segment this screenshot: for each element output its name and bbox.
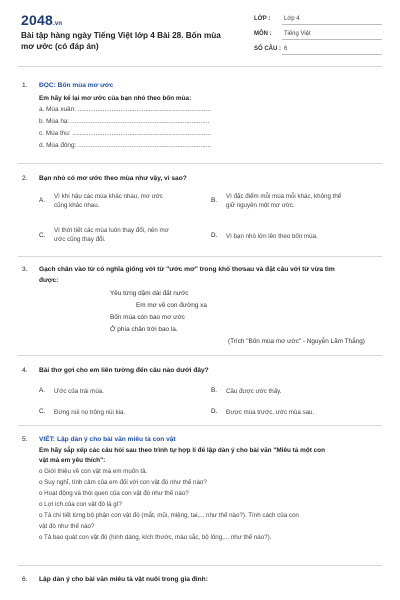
logo-suffix: .vn xyxy=(52,21,63,27)
meta-underline xyxy=(282,24,382,25)
meta-underline xyxy=(282,39,382,40)
section-divider xyxy=(18,256,382,257)
option-b-text[interactable]: Vì đặc điểm mỗi mùa mỗi khác, không thể giữ nguyên một mơ ước. xyxy=(226,193,342,209)
outline-item: o Suy nghĩ, tình cảm của em đối với con vật đó như thế nào? xyxy=(39,479,207,486)
poem-source: (Trích "Bốn mùa mơ ước" - Nguyễn Lãm Thắng) xyxy=(228,338,365,345)
question-title-cont: được: xyxy=(39,277,59,284)
document-title: Bài tập hàng ngày Tiếng Việt lớp 4 Bài 28. Bốn mùa mơ ước (có đáp án) xyxy=(21,31,221,51)
option-d-letter[interactable]: D. xyxy=(211,408,218,415)
question-title: VIẾT: Lập dàn ý cho bài văn miêu tả con vật xyxy=(39,436,176,443)
section-divider xyxy=(18,565,382,566)
outline-item: o Tả chi tiết từng bộ phận con vật đó (mắt, mũi, miệng, tai,... như thế nào?). Tính cách của con xyxy=(39,512,299,519)
answer-line[interactable]: a. Mùa xuân: ........................................................................... xyxy=(39,106,211,113)
option-a-text[interactable]: Ước của trái mùa. xyxy=(54,388,104,395)
question-title: Lập dàn ý cho bài văn miêu tả vật nuôi trong gia đình: xyxy=(39,576,208,583)
count-label: SỐ CÂU : xyxy=(254,46,281,52)
outline-item: o Giới thiệu về con vật mà em muốn tả. xyxy=(39,468,148,475)
option-b-letter[interactable]: B. xyxy=(211,197,218,204)
poem-line: Bốn mùa còn bao mơ ước xyxy=(110,314,185,321)
poem-line: Ở phía chân trời bao la. xyxy=(110,326,178,333)
option-d-letter[interactable]: D. xyxy=(211,232,218,239)
question-number: 1. xyxy=(22,82,28,89)
poem-line: Yêu từng dặm dài đất nước xyxy=(110,290,189,297)
header-divider xyxy=(18,66,382,67)
answer-line[interactable]: c. Mùa thu: .............................................................................. xyxy=(39,130,211,137)
question-number: 2. xyxy=(22,175,28,182)
option-b-letter[interactable]: B. xyxy=(211,387,218,394)
question-prompt: Em hãy sắp xếp các câu hỏi sau theo trình tự hợp lí để lập dàn ý cho bài văn "Miêu tả một con xyxy=(39,447,325,454)
section-divider xyxy=(18,163,382,164)
question-prompt-cont: vật mà em yêu thích": xyxy=(39,457,106,464)
option-c-letter[interactable]: C. xyxy=(39,232,46,239)
option-c-letter[interactable]: C. xyxy=(39,408,46,415)
subject-value: Tiếng Việt xyxy=(284,31,311,37)
site-logo[interactable] xyxy=(21,12,62,28)
question-prompt: Em hãy kể lại mơ ước của bạn nhỏ theo bốn mùa: xyxy=(39,95,192,102)
poem-line: Em mơ về con đường xa xyxy=(136,302,207,309)
class-label: LỚP : xyxy=(254,16,271,22)
answer-line[interactable]: d. Mùa đông: ........................................................................... xyxy=(39,142,212,149)
question-number: 4. xyxy=(22,367,28,374)
section-divider xyxy=(18,425,382,426)
outline-item: o Tả bao quát con vật đó (hình dáng, kích thước, màu sắc, bộ lông,... như thế nào?). xyxy=(39,534,272,541)
outline-item: o Lợi ích của con vật đó là gì? xyxy=(39,501,122,508)
count-value: 6 xyxy=(284,46,288,52)
class-value: Lớp 4 xyxy=(284,16,300,22)
option-d-text[interactable]: Được mùa trước, ước mùa sau. xyxy=(226,409,315,416)
option-b-text[interactable]: Cầu được ước thấy. xyxy=(226,388,282,395)
question-number: 6. xyxy=(22,576,28,583)
question-title: Bạn nhỏ có mơ ước theo mùa như vậy, vì sao? xyxy=(39,175,187,182)
subject-label: MÔN : xyxy=(254,31,272,37)
outline-item: o Hoạt động và thói quen của con vật đó như thế nào? xyxy=(39,490,189,497)
question-title: Bài thơ gợi cho em liên tưởng đến câu nào dưới đây? xyxy=(39,367,209,374)
question-title: ĐỌC: Bốn mùa mơ ước xyxy=(39,82,114,89)
question-title: Gạch chân vào từ có nghĩa giống với từ "ước mơ" trong khổ thơsau và đặt câu với từ vừa tìm xyxy=(39,266,335,273)
question-number: 5. xyxy=(22,436,28,443)
option-a-text[interactable]: Vì khí hậu các mùa khác nhau, mơ ước cũng khác nhau. xyxy=(54,193,163,209)
section-divider xyxy=(18,355,382,356)
option-c-text[interactable]: Đứng núi nọ trông núi kia. xyxy=(54,409,126,416)
page-header xyxy=(0,0,400,66)
outline-item-cont: vật đó như thế nào? xyxy=(39,523,95,530)
option-a-letter[interactable]: A. xyxy=(39,197,46,204)
meta-underline xyxy=(282,54,382,55)
option-a-letter[interactable]: A. xyxy=(39,387,46,394)
answer-line[interactable]: b. Mùa hạ: .............................................................................. xyxy=(39,118,210,125)
question-number: 3. xyxy=(22,266,28,273)
option-c-text[interactable]: Vì thời tiết các mùa luôn thay đổi, nên mơ ước cũng thay đổi. xyxy=(54,227,169,243)
option-d-text[interactable]: Vì bạn nhỏ lớn lên theo bốn mùa. xyxy=(226,233,318,240)
logo-text: 2048 xyxy=(21,12,53,28)
